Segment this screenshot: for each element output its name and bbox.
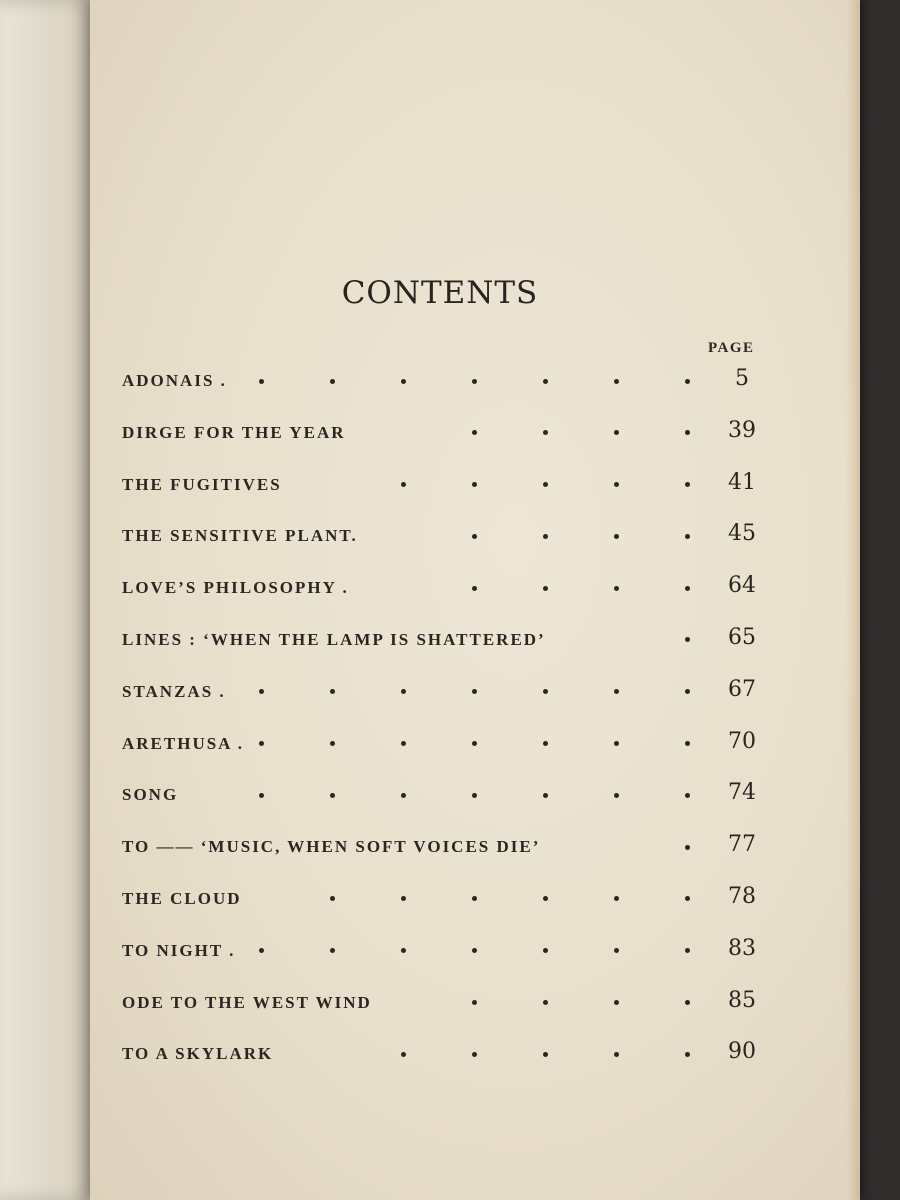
leader-dot	[614, 793, 619, 798]
toc-entry	[122, 936, 772, 988]
toc-entry	[122, 780, 772, 832]
toc-entry-page-number: 85	[728, 987, 756, 1013]
leader-dot	[472, 482, 477, 487]
leader-dot	[543, 430, 548, 435]
leader-dot	[614, 1052, 619, 1057]
leader-dot	[330, 948, 335, 953]
leader-dot	[259, 948, 264, 953]
leader-dot	[614, 896, 619, 901]
left-page-edge	[0, 0, 100, 1200]
leader-dot	[472, 741, 477, 746]
toc-entry-title: ADONAIS .	[122, 371, 227, 390]
leader-dot	[543, 482, 548, 487]
leader-dot	[401, 741, 406, 746]
toc-entry-title: LOVE’S PHILOSOPHY .	[122, 578, 349, 598]
toc-entry-title: TO —— ‘MUSIC, WHEN SOFT VOICES DIE’	[122, 837, 541, 857]
leader-dot	[685, 689, 690, 694]
leader-dot	[685, 741, 690, 746]
toc-entry-title: THE CLOUD	[122, 888, 242, 908]
leader-dot	[543, 689, 548, 694]
dot-leader	[619, 625, 690, 655]
leader-dot	[685, 586, 690, 591]
leader-dot	[543, 896, 548, 901]
leader-dot	[543, 1000, 548, 1005]
toc-entry-page-number: 65	[728, 624, 756, 650]
dot-leader	[406, 521, 690, 551]
leader-dot	[685, 1000, 690, 1005]
leader-dot	[330, 741, 335, 746]
dot-leader	[406, 988, 690, 1018]
toc-entry-title: LINES : ‘WHEN THE LAMP IS SHATTERED’	[122, 629, 546, 649]
leader-dot	[472, 430, 477, 435]
leader-dot	[614, 430, 619, 435]
dot-leader	[264, 884, 690, 914]
toc-entry	[122, 729, 772, 781]
toc-entry-page-number: 90	[728, 1039, 756, 1065]
dot-leader	[406, 418, 690, 448]
toc-entry-page-number: 70	[728, 728, 756, 754]
dot-leader	[193, 780, 690, 810]
toc-entry-page-number: 64	[728, 573, 756, 599]
toc-entry-page-number: 39	[728, 417, 756, 443]
leader-dot	[472, 689, 477, 694]
toc-entry-page-number: 74	[728, 780, 756, 806]
leader-dot	[543, 586, 548, 591]
toc-entry-title: THE SENSITIVE PLANT.	[122, 526, 358, 546]
toc-entry-page-number: 77	[728, 832, 756, 858]
dot-leader	[193, 936, 690, 966]
leader-dot	[401, 1052, 406, 1057]
page-column-header: PAGE	[708, 340, 755, 356]
toc-entry-title: SONG	[122, 785, 179, 805]
dot-leader	[335, 1039, 690, 1069]
leader-dot	[472, 1052, 477, 1057]
dot-leader	[193, 677, 690, 707]
toc-entry	[122, 677, 772, 729]
toc-entry-title: STANZAS .	[122, 681, 226, 701]
toc-entry-title: ARETHUSA .	[122, 733, 245, 753]
dot-leader	[406, 573, 690, 603]
toc-entry-page-number: 5	[735, 366, 749, 391]
toc-entry-page-number: 45	[728, 521, 756, 547]
leader-dot	[685, 534, 690, 539]
leader-dot	[472, 896, 477, 901]
toc-entry	[122, 884, 772, 936]
toc-entry	[122, 573, 772, 625]
leader-dot	[543, 948, 548, 953]
leader-dot	[472, 534, 477, 539]
leader-dot	[614, 482, 619, 487]
toc-entry-title: DIRGE FOR THE YEAR	[122, 422, 346, 442]
leader-dot	[685, 379, 690, 384]
leader-dot	[685, 845, 690, 850]
leader-dot	[614, 379, 619, 384]
toc-entry	[122, 625, 772, 677]
leader-dot	[543, 741, 548, 746]
leader-dot	[543, 379, 548, 384]
toc-entry	[122, 470, 772, 522]
toc-entry-page-number: 78	[728, 883, 756, 909]
page-title: CONTENTS	[341, 275, 539, 311]
toc-entry-title: TO NIGHT .	[122, 940, 236, 960]
leader-dot	[685, 1052, 690, 1057]
dot-leader	[619, 832, 690, 862]
leader-dot	[472, 1000, 477, 1005]
leader-dot	[259, 793, 264, 798]
page-edge-shadow	[846, 0, 860, 1200]
leader-dot	[401, 896, 406, 901]
leader-dot	[685, 637, 690, 642]
leader-dot	[401, 948, 406, 953]
leader-dot	[614, 689, 619, 694]
toc-entry-title: TO A SKYLARK	[122, 1044, 274, 1064]
leader-dot	[401, 482, 406, 487]
toc-entry-title: THE FUGITIVES	[122, 474, 282, 494]
leader-dot	[543, 793, 548, 798]
leader-dot	[472, 948, 477, 953]
leader-dot	[614, 741, 619, 746]
leader-dot	[685, 482, 690, 487]
leader-dot	[259, 689, 264, 694]
leader-dot	[401, 793, 406, 798]
toc-entry-title: ODE TO THE WEST WIND	[122, 992, 372, 1012]
leader-dot	[259, 379, 264, 384]
leader-dot	[472, 379, 477, 384]
leader-dot	[330, 689, 335, 694]
toc-entry	[122, 521, 772, 573]
toc-entry	[122, 418, 772, 470]
leader-dot	[614, 586, 619, 591]
leader-dot	[685, 793, 690, 798]
toc-entry	[122, 366, 772, 418]
leader-dot	[259, 741, 264, 746]
leader-dot	[330, 379, 335, 384]
toc-entry	[122, 988, 772, 1040]
toc-entry-page-number: 41	[728, 469, 756, 495]
leader-dot	[472, 793, 477, 798]
toc-entry	[122, 1039, 772, 1091]
toc-entry-page-number: 67	[728, 676, 756, 702]
dot-leader	[335, 470, 690, 500]
toc-entry	[122, 832, 772, 884]
table-of-contents	[122, 366, 772, 1091]
toc-entry-page-number: 83	[728, 935, 756, 961]
leader-dot	[685, 896, 690, 901]
leader-dot	[614, 534, 619, 539]
leader-dot	[685, 948, 690, 953]
contents-page	[90, 0, 860, 1200]
leader-dot	[614, 948, 619, 953]
leader-dot	[472, 586, 477, 591]
dot-leader	[193, 729, 690, 759]
leader-dot	[401, 689, 406, 694]
leader-dot	[543, 1052, 548, 1057]
leader-dot	[330, 896, 335, 901]
leader-dot	[401, 379, 406, 384]
dot-leader	[193, 366, 690, 396]
leader-dot	[685, 430, 690, 435]
leader-dot	[543, 534, 548, 539]
leader-dot	[614, 1000, 619, 1005]
leader-dot	[330, 793, 335, 798]
